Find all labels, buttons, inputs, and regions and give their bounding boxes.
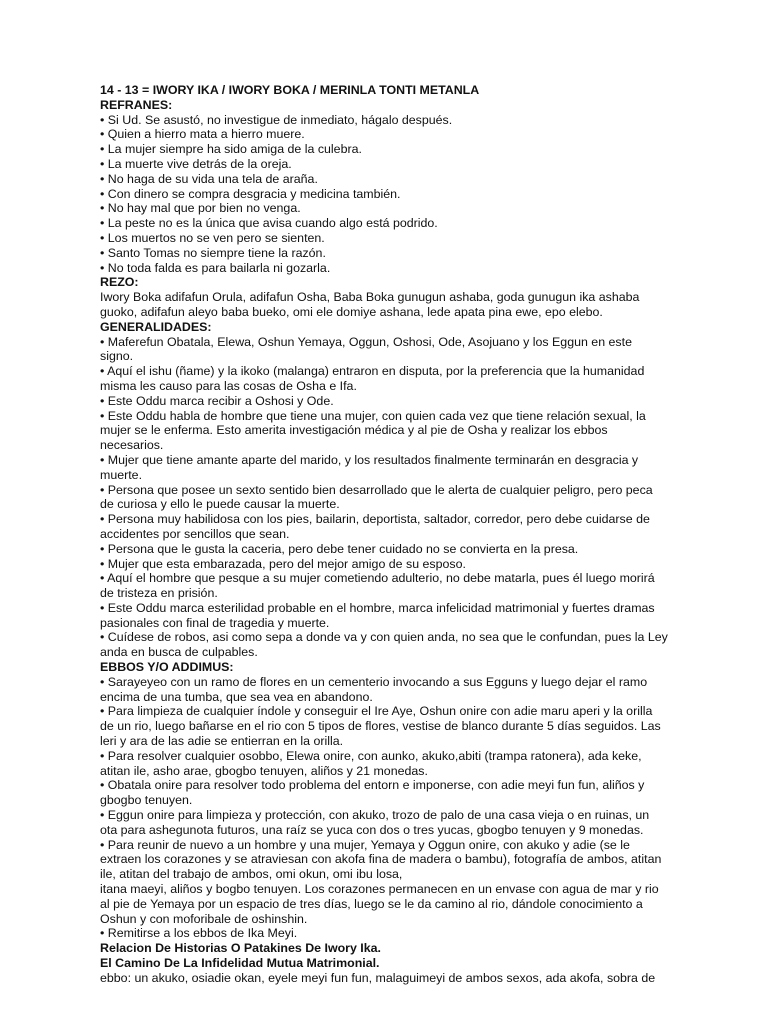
ebbos-heading: EBBOS Y/O ADDIMUS: [100,660,234,675]
list-item: • Aquí el hombre que pesque a su mujer cometiendo adulterio, no debe matarla, pues él luego morirá de tristeza en prisión. [100,571,655,601]
list-item: • Con dinero se compra desgracia y medicina también. [100,186,401,201]
list-item: • Persona que posee un sexto sentido bien desarrollado que le alerta de cualquier peligro, pero peca de curiosa y ello le puede causar la muerte. [100,482,653,512]
list-item: • Para limpieza de cualquier índole y conseguir el Ire Aye, Oshun onire con adie maru aperi y la orilla de un rio, luego bañarse en el rio con 5 tipos de flores, vestise de blanco durante 5 días seguidos. Las leri y ara de las adie se entierran en la orilla. [100,704,661,749]
rezo-heading: REZO: [100,275,139,290]
list-item: • Mujer que tiene amante aparte del marido, y los resultados finalmente terminarán en desgracia y muerte. [100,452,639,482]
list-item: • Quien a hierro mata a hierro muere. [100,127,305,142]
list-item: • Aquí el ishu (ñame) y la ikoko (malanga) entraron en disputa, por la preferencia que la humanidad misma les causo para las cosas de Osha e Ifa. [100,364,645,393]
refranes-heading: REFRANES: [100,97,173,112]
list-item: • Persona que le gusta la caceria, pero debe tener cuidado no se convierta en la presa. [100,541,579,556]
list-item: • La peste no es la única que avisa cuando algo está podrido. [100,216,438,231]
list-item: • Eggun onire para limpieza y protección, con akuko, trozo de palo de una casa vieja o en ruinas, un ota para ashegunota futuros, una raíz se yuca con dos o tres yucas, gbogbo tenuyen y 9 monedas. [100,808,650,837]
list-item: • Maferefun Obatala, Elewa, Oshun Yemaya, Oggun, Oshosi, Ode, Asojuano y los Eggun en este signo. [100,334,632,364]
list-item: • Persona muy habilidosa con los pies, bailarin, deportista, saltador, corredor, pero debe cuidarse de accidentes por sencillos que sean. [100,512,650,541]
generalidades-heading: GENERALIDADES: [100,319,212,334]
list-item: • Mujer que esta embarazada, pero del mejor amigo de su esposo. [100,556,466,571]
list-item: • Remitirse a los ebbos de Ika Meyi. [100,926,298,941]
list-item: • Santo Tomas no siempre tiene la razón. [100,245,326,260]
historias-heading: Relacion De Historias O Patakines De Iwory Ika. [100,941,381,956]
list-item: • Los muertos no se ven pero se sienten. [100,230,325,245]
list-item: • No hay mal que por bien no venga. [100,201,301,216]
list-item: • Este Oddu marca esterilidad probable en el hombre, marca infelicidad matrimonial y fuertes dramas pasionales con final de tragedia y muerte. [100,600,655,630]
rezo-section [100,275,668,319]
list-item: • La muerte vive detrás de la oreja. [100,156,292,171]
historias-subheading: El Camino De La Infidelidad Mutua Matrimonial. [100,956,380,971]
refranes-section [100,98,668,276]
list-item: • Cuídese de robos, asi como sepa a donde va y con quien anda, no sea que le confundan, pues la Ley anda en busca de culpables. [100,630,668,660]
list-item: • No toda falda es para bailarla ni gozarla. [100,260,331,275]
list-item: itana maeyi, aliños y bogbo tenuyen. Los corazones permanecen en un envase con agua de mar y rio al pie de Yemaya por un espacio de tres días, luego se le da camino al rio, dándole conocimiento a Oshun y con moforibale de oshinshin. [100,882,659,926]
document-title: 14 - 13 = IWORY IKA / IWORY BOKA / MERINLA TONTI METANLA [100,83,480,97]
list-item: • Para reunir de nuevo a un hombre y una mujer, Yemaya y Oggun onire, con akuko y adie (se le extraen los corazones y se atraviesan con akofa fina de madera o bambu), fotografía de ambos, atitan ile, atitan del trabajo de ambos, omi okun, omi ibu losa, [100,837,662,882]
historias-text: ebbo: un akuko, osiadie okan, eyele meyi fun fun, malaguimeyi de ambos sexos, ada akofa, sobra de [100,970,656,985]
list-item: • Obatala onire para resolver todo problema del entorn e imponerse, con adie meyi fun fun, aliños y gbogbo tenuyen. [100,778,645,808]
list-item: • Este Oddu habla de hombre que tiene una mujer, con quien cada vez que tiene relación sexual, la mujer se le enferma. Esto amerita investigación médica y al pie de Osha y realizar los ebbos necesarios. [100,408,646,453]
list-item: • Para resolver cualquier osobbo, Elewa onire, con aunko, akuko,abiti (trampa ratonera), ada keke, atitan ile, asho arae, gbogbo tenuyen, aliños y 21 monedas. [100,748,642,778]
list-item: • Este Oddu marca recibir a Oshosi y Ode. [100,393,334,408]
list-item: • La mujer siempre ha sido amiga de la culebra. [100,142,362,157]
list-item: • No haga de su vida una tela de araña. [100,171,318,186]
list-item: • Sarayeyeo con un ramo de flores en un cementerio invocando a sus Egguns y luego dejar el ramo encima de una tumba, que sea vea en abandono. [100,674,648,704]
ebbos-section [100,660,668,941]
generalidades-section [100,320,668,660]
rezo-text: Iwory Boka adifafun Orula, adifafun Osha, Baba Boka gunugun ashaba, goda gunugun ika ashaba guoko, adifafun aleyo baba bueko, omi ele domiye ashana, lede apata pina ewe, epo elebo. [100,290,640,319]
list-item: • Si Ud. Se asustó, no investigue de inmediato, hágalo después. [100,112,453,127]
historias-section [100,941,668,985]
